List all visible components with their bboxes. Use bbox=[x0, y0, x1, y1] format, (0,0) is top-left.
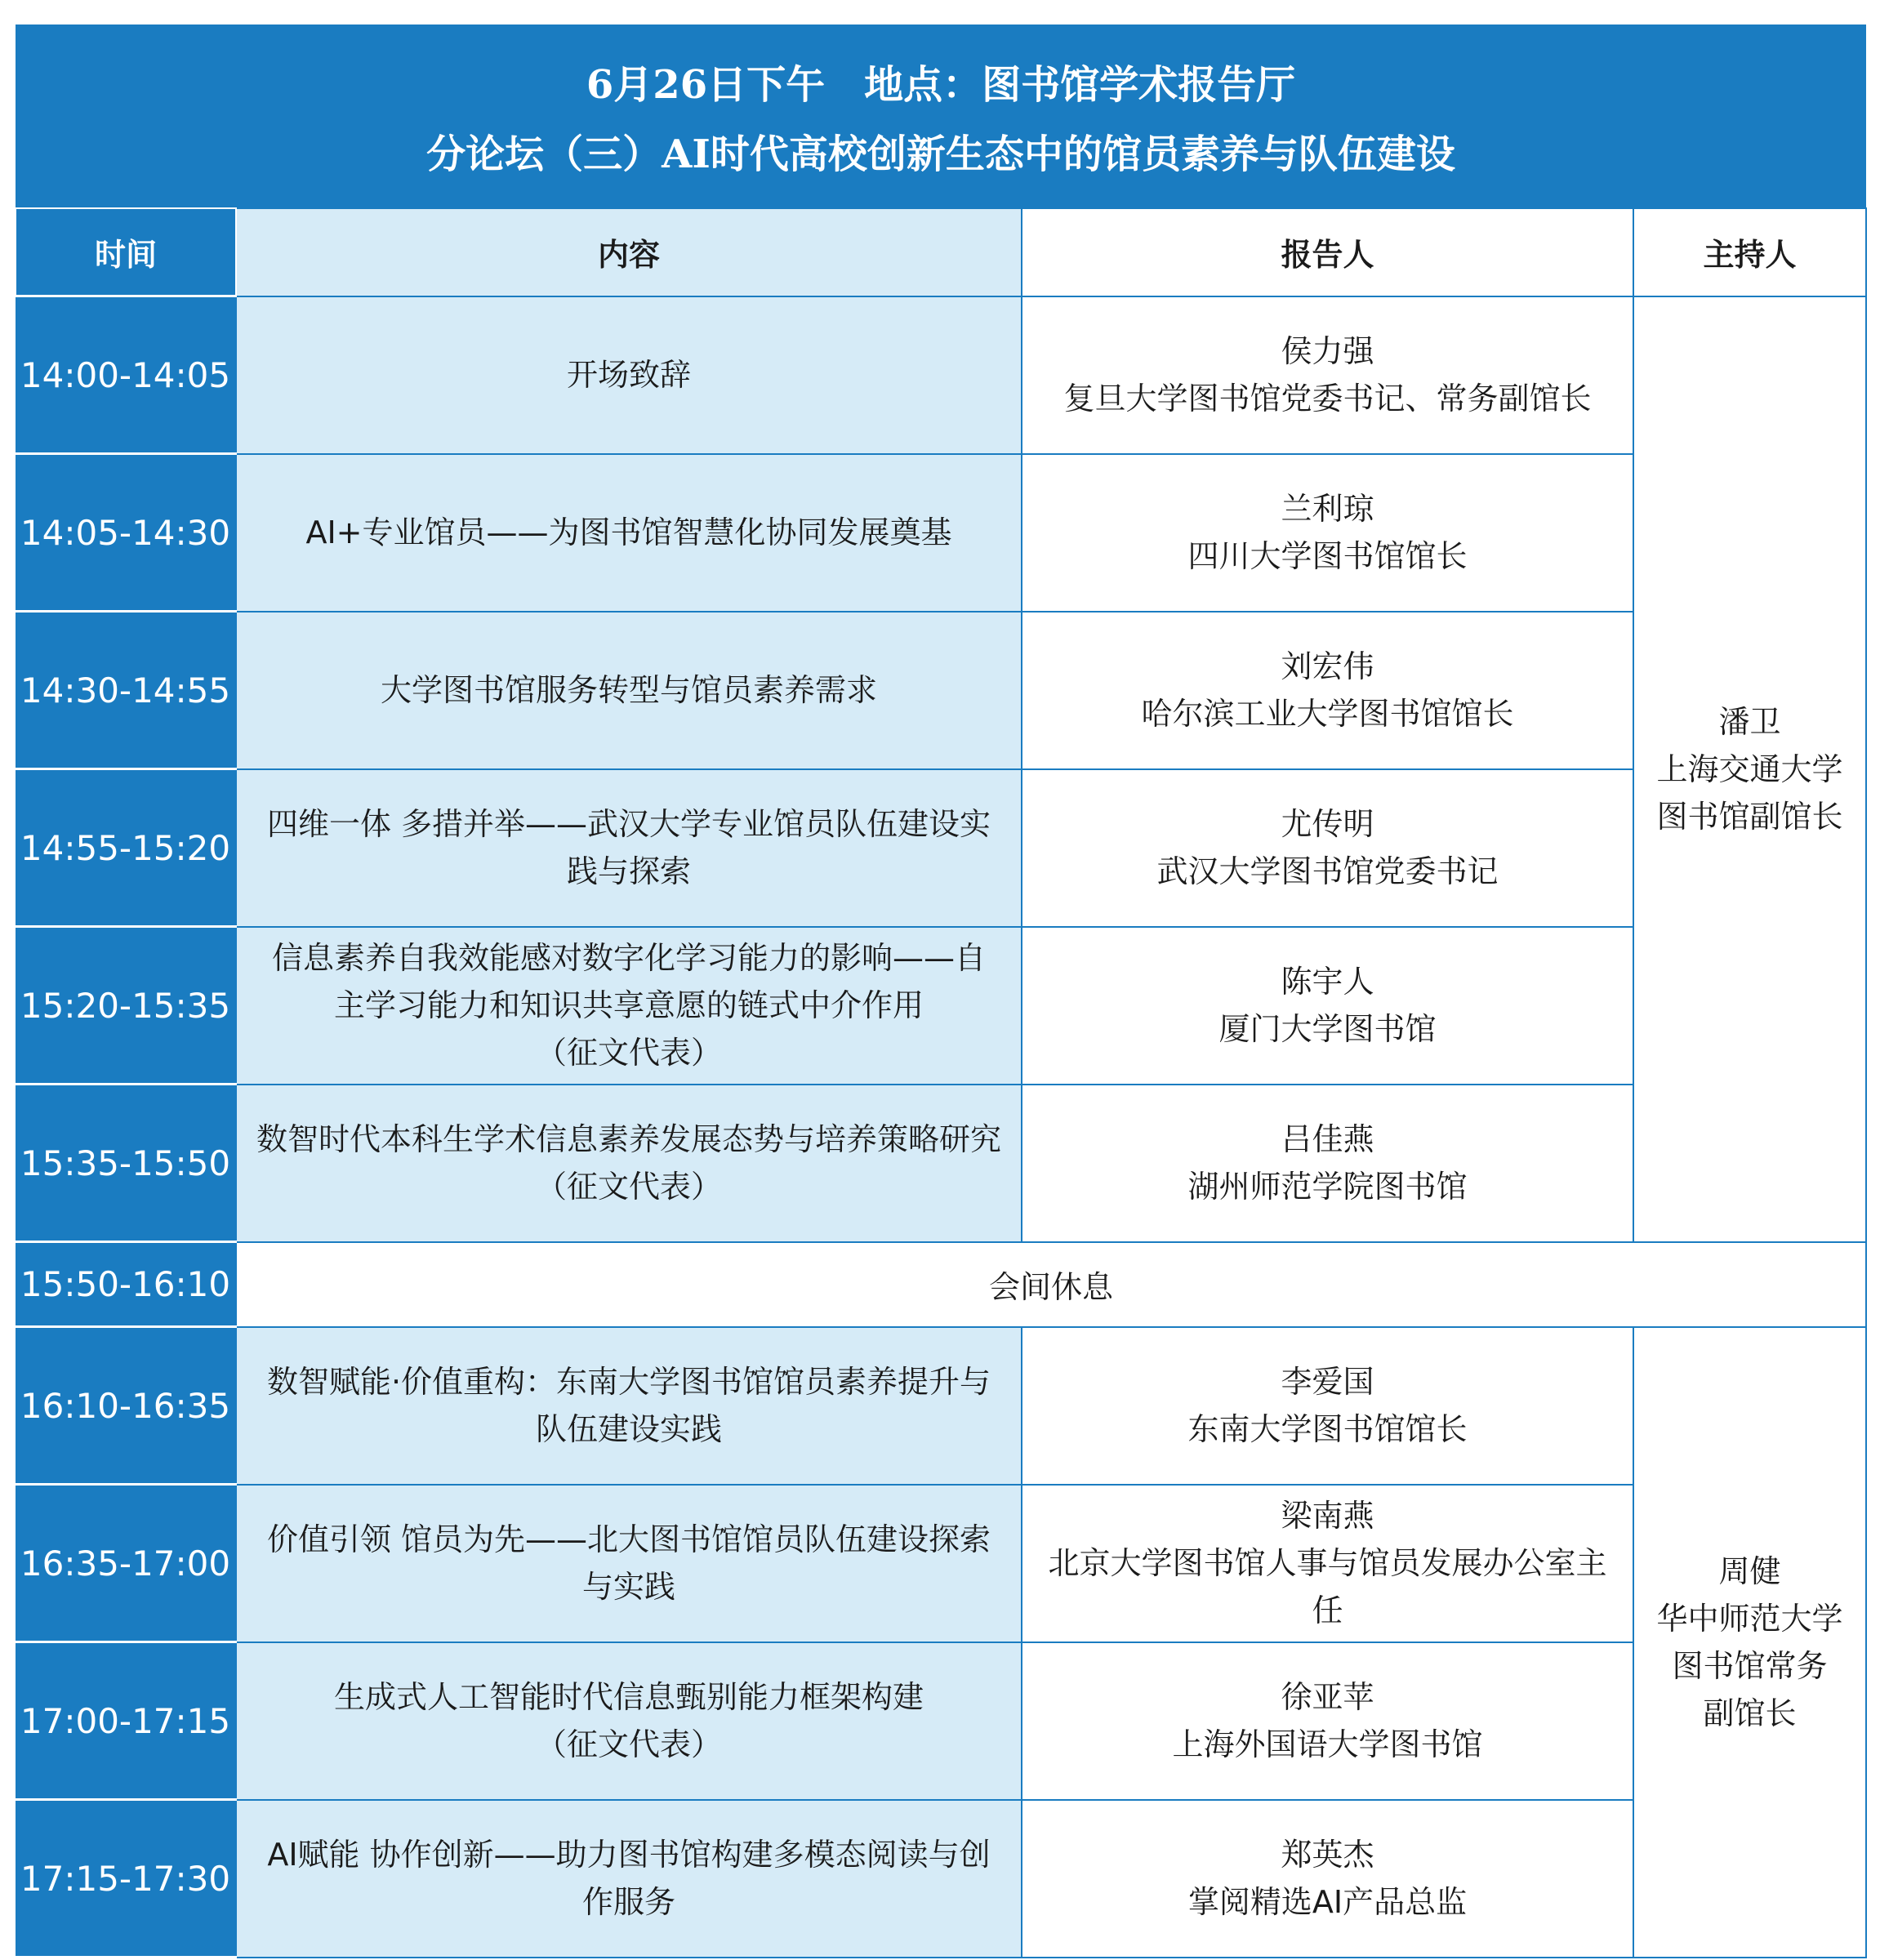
title-row-2 bbox=[16, 114, 1866, 208]
speaker-cell bbox=[1022, 612, 1633, 769]
time-cell: 15:50-16:10 bbox=[16, 1242, 236, 1327]
schedule-row bbox=[16, 769, 1866, 927]
speaker-cell bbox=[1022, 454, 1633, 612]
content-line: （征文代表） bbox=[535, 1726, 722, 1762]
content-line: 价值引领 馆员为先——北大图书馆馆员队伍建设探索 bbox=[266, 1521, 991, 1557]
content-line: 与实践 bbox=[581, 1569, 675, 1605]
speaker-cell bbox=[1022, 927, 1633, 1085]
speaker-line: 刘宏伟 bbox=[1281, 648, 1374, 684]
speaker-cell bbox=[1022, 1327, 1633, 1485]
speaker-line: 东南大学图书馆馆长 bbox=[1187, 1411, 1468, 1447]
host-cell bbox=[1633, 1327, 1866, 1958]
schedule-row bbox=[16, 1800, 1866, 1958]
schedule-row bbox=[16, 454, 1866, 612]
speaker-cell bbox=[1022, 1800, 1633, 1958]
speaker-cell bbox=[1022, 296, 1633, 454]
content-line: 队伍建设实践 bbox=[535, 1411, 722, 1447]
content-cell bbox=[236, 927, 1022, 1085]
speaker-line: 兰利琼 bbox=[1281, 491, 1374, 527]
host-line: 华中师范大学 bbox=[1656, 1600, 1843, 1637]
schedule-row bbox=[16, 1085, 1866, 1242]
speaker-line: 掌阅精选AI产品总监 bbox=[1187, 1884, 1468, 1920]
content-cell bbox=[236, 296, 1022, 454]
time-cell: 14:30-14:55 bbox=[16, 612, 236, 769]
time-cell: 17:00-17:15 bbox=[16, 1642, 236, 1800]
speaker-line: 李爱国 bbox=[1281, 1364, 1374, 1400]
schedule-row bbox=[16, 927, 1866, 1085]
header-host: 主持人 bbox=[1633, 208, 1866, 296]
time-cell: 16:10-16:35 bbox=[16, 1327, 236, 1485]
content-line: （征文代表） bbox=[535, 1169, 722, 1205]
break-label: 会间休息 bbox=[236, 1242, 1866, 1327]
speaker-line: 侯力强 bbox=[1281, 333, 1374, 369]
time-cell: 14:05-14:30 bbox=[16, 454, 236, 612]
speaker-line: 上海外国语大学图书馆 bbox=[1172, 1726, 1483, 1762]
host-line: 周健 bbox=[1718, 1552, 1781, 1589]
speaker-cell bbox=[1022, 769, 1633, 927]
speaker-line: 湖州师范学院图书馆 bbox=[1187, 1169, 1468, 1205]
content-line: 践与探索 bbox=[566, 853, 691, 889]
schedule-row bbox=[16, 1327, 1866, 1485]
title-row-1 bbox=[16, 24, 1866, 114]
speaker-line: 陈宇人 bbox=[1281, 964, 1374, 1000]
content-cell bbox=[236, 1085, 1022, 1242]
content-line: 作服务 bbox=[581, 1884, 675, 1920]
speaker-line: 北京大学图书馆人事与馆员发展办公室主 bbox=[1048, 1545, 1607, 1581]
speaker-cell bbox=[1022, 1085, 1633, 1242]
break-row bbox=[16, 1242, 1866, 1327]
content-cell bbox=[236, 454, 1022, 612]
content-line: 生成式人工智能时代信息甄别能力框架构建 bbox=[333, 1679, 924, 1715]
content-cell bbox=[236, 1642, 1022, 1800]
host-line: 潘卫 bbox=[1718, 703, 1781, 740]
content-cell bbox=[236, 1800, 1022, 1958]
host-cell bbox=[1633, 296, 1866, 1242]
speaker-line: 武汉大学图书馆党委书记 bbox=[1156, 853, 1499, 889]
speaker-cell bbox=[1022, 1485, 1633, 1642]
schedule-table bbox=[15, 24, 1867, 1958]
content-cell bbox=[236, 1485, 1022, 1642]
content-line: 数智赋能·价值重构：东南大学图书馆馆员素养提升与 bbox=[266, 1364, 991, 1400]
content-line: 大学图书馆服务转型与馆员素养需求 bbox=[380, 672, 877, 708]
time-cell: 17:15-17:30 bbox=[16, 1800, 236, 1958]
schedule-row bbox=[16, 1642, 1866, 1800]
content-cell bbox=[236, 1327, 1022, 1485]
time-cell: 16:35-17:00 bbox=[16, 1485, 236, 1642]
host-line: 副馆长 bbox=[1703, 1695, 1797, 1731]
speaker-line: 徐亚苹 bbox=[1281, 1679, 1374, 1715]
time-cell: 14:00-14:05 bbox=[16, 296, 236, 454]
title-date-location bbox=[16, 24, 1866, 114]
speaker-line: 复旦大学图书馆党委书记、常务副馆长 bbox=[1063, 381, 1592, 416]
host-line: 图书馆副馆长 bbox=[1656, 798, 1843, 835]
speaker-line: 梁南燕 bbox=[1281, 1498, 1374, 1534]
time-cell: 15:35-15:50 bbox=[16, 1085, 236, 1242]
header-row bbox=[16, 208, 1866, 296]
speaker-line: 郑英杰 bbox=[1281, 1837, 1374, 1873]
speaker-line: 厦门大学图书馆 bbox=[1218, 1011, 1437, 1047]
host-line: 上海交通大学 bbox=[1656, 751, 1843, 787]
speaker-line: 尤传明 bbox=[1281, 806, 1374, 842]
content-line: （征文代表） bbox=[535, 1035, 722, 1071]
header-speaker: 报告人 bbox=[1022, 208, 1633, 296]
time-cell: 14:55-15:20 bbox=[16, 769, 236, 927]
content-line: 开场致辞 bbox=[566, 357, 691, 393]
speaker-cell bbox=[1022, 1642, 1633, 1800]
content-cell bbox=[236, 612, 1022, 769]
content-line: AI+专业馆员——为图书馆智慧化协同发展奠基 bbox=[305, 514, 952, 550]
content-cell bbox=[236, 769, 1022, 927]
speaker-line: 四川大学图书馆馆长 bbox=[1187, 538, 1468, 574]
schedule-row bbox=[16, 1485, 1866, 1642]
speaker-line: 哈尔滨工业大学图书馆馆长 bbox=[1141, 696, 1514, 732]
content-line: 信息素养自我效能感对数字化学习能力的影响——自 bbox=[271, 940, 986, 976]
title-line-2: 分论坛（三）AI时代高校创新生态中的馆员素养与队伍建设 bbox=[426, 131, 1455, 177]
title-line-1: 6月26日下午 地点：图书馆学术报告厅 bbox=[586, 62, 1296, 108]
speaker-line: 吕佳燕 bbox=[1281, 1121, 1374, 1157]
schedule-row bbox=[16, 612, 1866, 769]
host-line: 图书馆常务 bbox=[1672, 1647, 1828, 1684]
speaker-line: 任 bbox=[1312, 1592, 1343, 1628]
content-line: 主学习能力和知识共享意愿的链式中介作用 bbox=[333, 987, 924, 1023]
time-cell: 15:20-15:35 bbox=[16, 927, 236, 1085]
header-time: 时间 bbox=[16, 208, 236, 296]
title-forum bbox=[16, 114, 1866, 208]
content-line: 四维一体 多措并举——武汉大学专业馆员队伍建设实 bbox=[266, 806, 991, 842]
header-content: 内容 bbox=[236, 208, 1022, 296]
content-line: AI赋能 协作创新——助力图书馆构建多模态阅读与创 bbox=[267, 1837, 991, 1873]
schedule-row bbox=[16, 296, 1866, 454]
content-line: 数智时代本科生学术信息素养发展态势与培养策略研究 bbox=[256, 1121, 1001, 1157]
